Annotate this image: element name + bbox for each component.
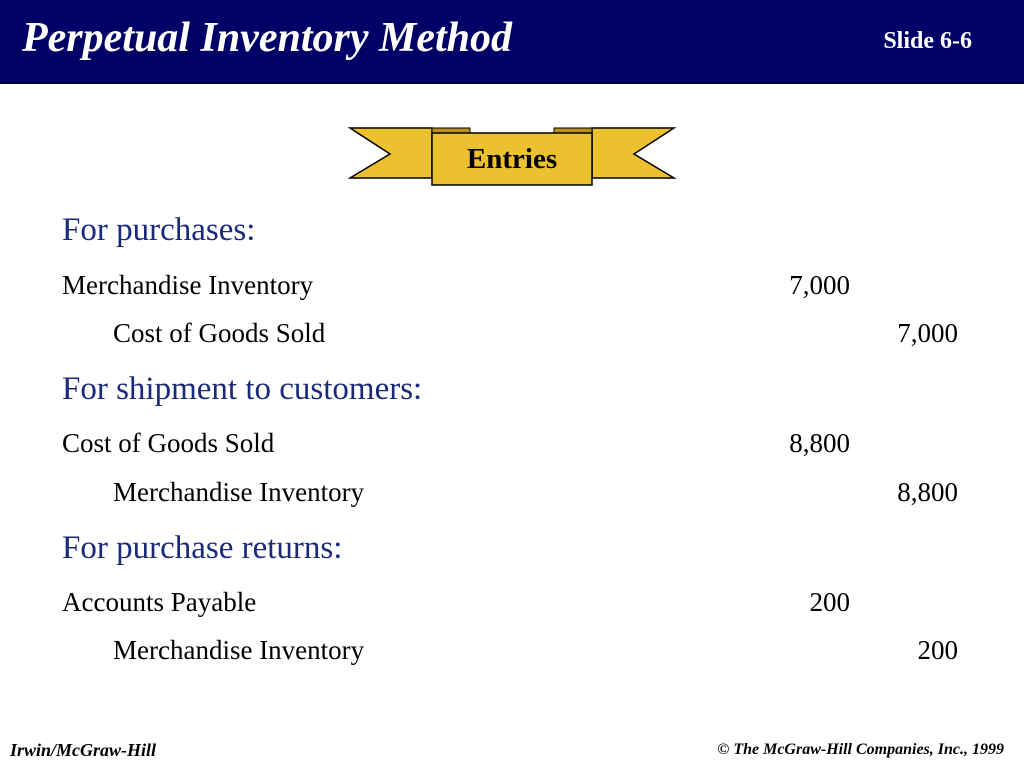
credit-amount: 7,000 [897,318,958,348]
entries-ribbon-banner [348,124,678,192]
credit-amount: 8,800 [897,477,958,507]
footer-copyright: © The McGraw-Hill Companies, Inc., 1999 [717,741,1004,758]
credit-account: Cost of Goods Sold [113,318,326,348]
debit-amount: 8,800 [789,428,850,458]
credit-account: Merchandise Inventory [113,477,365,507]
ribbon-label: Entries [466,143,558,175]
title-bar [0,0,1024,84]
section-heading-purchases: For purchases: [62,212,256,248]
debit-amount: 7,000 [789,270,850,300]
journal-row-credit [0,632,1024,668]
journal-row-debit [0,267,1024,303]
credit-amount: 200 [917,635,958,665]
journal-row-debit [0,425,1024,461]
slide-title: Perpetual Inventory Method [22,15,512,61]
section-heading-purchase-returns: For purchase returns: [62,530,343,566]
debit-account: Merchandise Inventory [62,270,314,300]
debit-account: Accounts Payable [62,587,257,617]
debit-account: Cost of Goods Sold [62,428,275,458]
section-heading-shipment: For shipment to customers: [62,371,423,407]
debit-amount: 200 [809,587,850,617]
journal-row-credit [0,474,1024,510]
credit-account: Merchandise Inventory [113,635,365,665]
footer-publisher: Irwin/McGraw-Hill [10,740,157,760]
journal-row-credit [0,315,1024,351]
slide-number: Slide 6-6 [883,28,972,54]
journal-row-debit [0,584,1024,620]
